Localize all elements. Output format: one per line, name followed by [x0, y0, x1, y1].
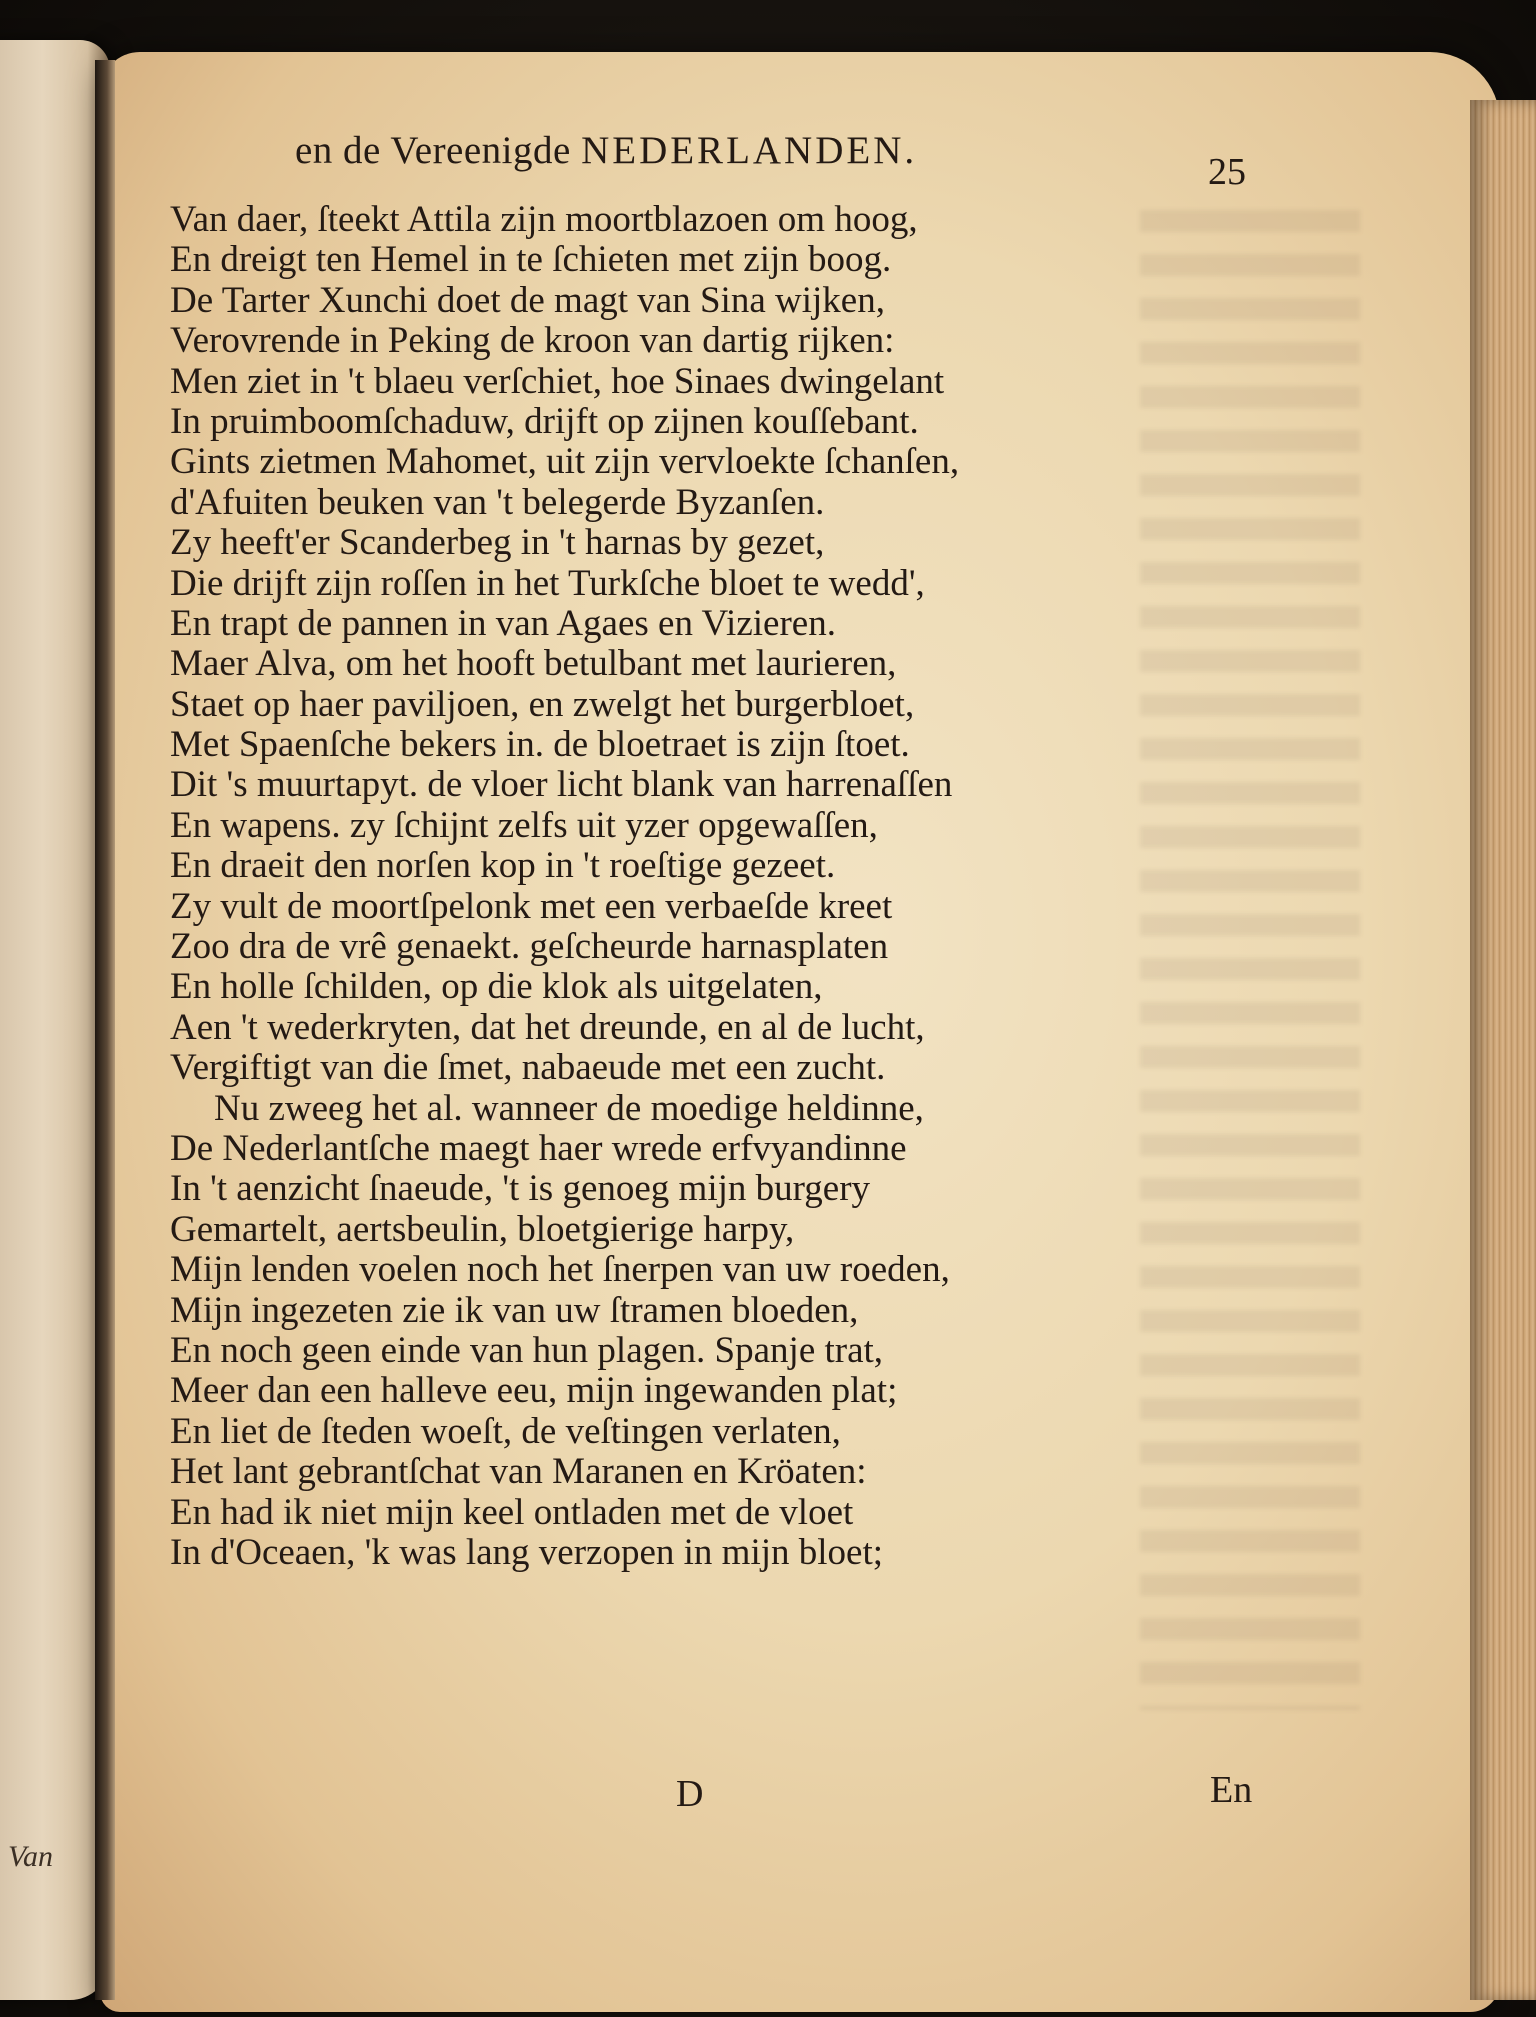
verse-line: Mijn ingezeten zie ik van uw ſtramen bloeden,: [170, 1289, 859, 1331]
verse-line: Mijn lenden voelen noch het ſnerpen van uw roeden,: [170, 1249, 950, 1291]
verse-line: En draeit den norſen kop in 't roeſtige gezeet.: [170, 845, 836, 887]
verse-line: Staet op haer paviljoen, en zwelgt het burgerbloet,: [170, 683, 915, 725]
show-through-text: [1140, 210, 1360, 1710]
verse-line: In 't aenzicht ſnaeude, 't is genoeg mijn burgery: [170, 1168, 871, 1210]
verse-line: Aen 't wederkryten, dat het dreunde, en al de lucht,: [170, 1006, 925, 1048]
verse-line: Nu zweeg het al. wanneer de moedige heldinne,: [214, 1087, 924, 1129]
verse-text: [170, 200, 1170, 1573]
verse-line: En dreigt ten Hemel in te ſchieten met zijn boog.: [170, 239, 892, 281]
catchword: En: [1210, 1769, 1253, 1811]
signature-mark: D: [676, 1773, 704, 1815]
verse-line: En liet de ſteden woeſt, de veſtingen verlaten,: [170, 1410, 841, 1452]
verse-line: Met Spaenſche bekers in. de bloetraet is zijn ſtoet.: [170, 724, 910, 766]
book-gutter: [95, 60, 115, 2000]
verse-line: Gemartelt, aertsbeulin, bloetgierige harpy,: [170, 1208, 795, 1250]
verse-line: d'Afuiten beuken van 't belegerde Byzanſen.: [170, 481, 825, 523]
verse-line: Van daer, ſteekt Attila zijn moortblazoen om hoog,: [170, 199, 918, 240]
verse-line: Men ziet in 't blaeu verſchiet, hoe Sinaes dwingelant: [170, 360, 945, 402]
verse-line: Zy heeft'er Scanderbeg in 't harnas by gezet,: [170, 522, 825, 564]
verse-line: En trapt de pannen in van Agaes en Vizieren.: [170, 602, 836, 644]
verse-line: Vergiftigt van die ſmet, nabaeude met een zucht.: [170, 1047, 886, 1089]
verse-line: Meer dan een halleve eeu, mijn ingewanden plat;: [170, 1370, 898, 1412]
verse-line: Dit 's muurtapyt. de vloer licht blank van harrenaſſen: [170, 764, 953, 806]
verse-line: In pruimboomſchaduw, drijft op zijnen kouſſebant.: [170, 400, 919, 442]
verse-line: Zoo dra de vrê genaekt. geſcheurde harnasplaten: [170, 926, 889, 968]
verse-line: In d'Oceaen, 'k was lang verzopen in mijn bloet;: [170, 1531, 884, 1573]
verse-line: De Nederlantſche maegt haer wrede erfvyandinne: [170, 1127, 907, 1169]
verse-line: Het lant gebrantſchat van Maranen en Kröaten:: [170, 1451, 867, 1493]
verse-line: En noch geen einde van hun plagen. Spanje trat,: [170, 1329, 884, 1371]
verse-line: En had ik niet mijn keel ontladen met de vloet: [170, 1491, 854, 1533]
facing-page-catchword: Van: [8, 1840, 53, 1873]
verse-line: Maer Alva, om het hooft betulbant met laurieren,: [170, 643, 897, 685]
verse-line: Verovrende in Peking de kroon van dartig rijken:: [170, 320, 895, 362]
running-head-text: en de Vereenigde: [295, 129, 582, 172]
running-head-caps: NEDERLANDEN.: [581, 129, 918, 172]
verse-line: Die drijft zijn roſſen in het Turkſche bloet te wedd',: [170, 562, 925, 604]
verse-line: En wapens. zy ſchijnt zelfs uit yzer opgewaſſen,: [170, 804, 878, 846]
page-block-edge: [1470, 100, 1536, 2000]
verse-line: Zy vult de moortſpelonk met een verbaeſde kreet: [170, 885, 893, 927]
page-number: 25: [1208, 151, 1246, 193]
running-head: [295, 128, 917, 173]
verse-line: En holle ſchilden, op die klok als uitgelaten,: [170, 966, 823, 1008]
facing-page: [0, 40, 110, 2000]
verse-line: Gints zietmen Mahomet, uit zijn vervloekte ſchanſen,: [170, 441, 960, 483]
verse-line: De Tarter Xunchi doet de magt van Sina wijken,: [170, 279, 885, 321]
